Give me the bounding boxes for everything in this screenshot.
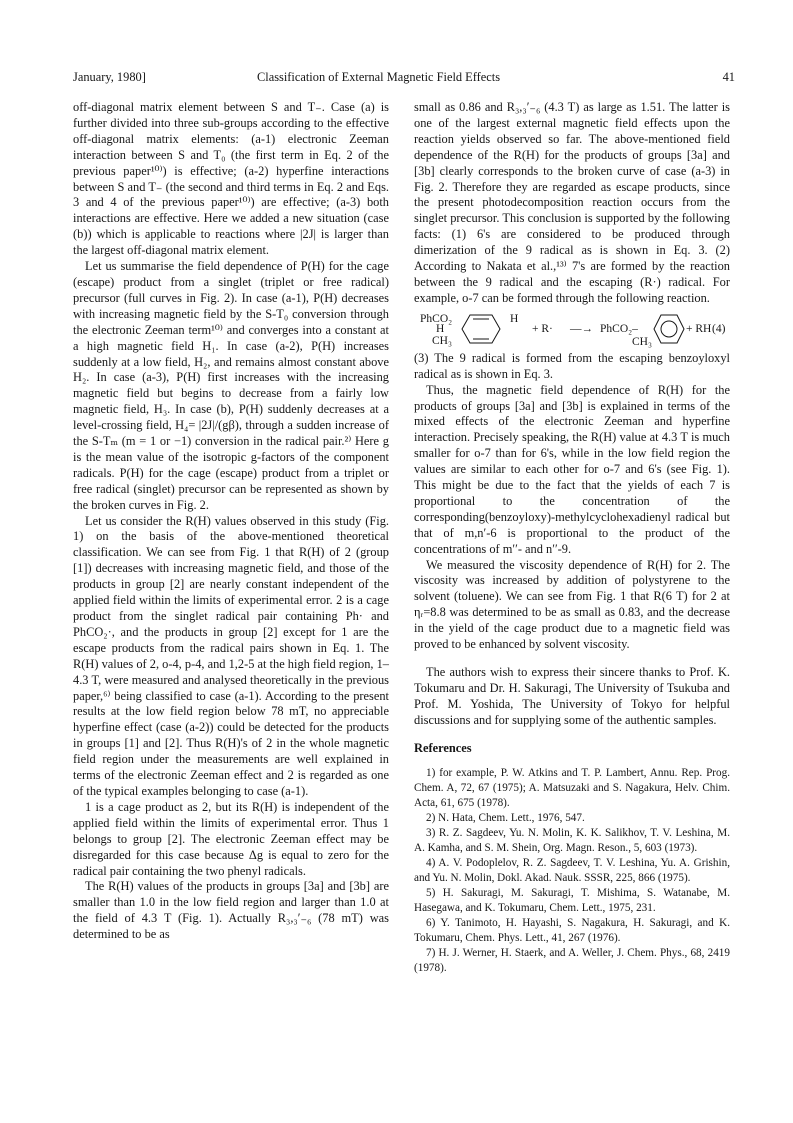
benzene-ring-icon (652, 313, 686, 345)
equation-number: (4) (712, 322, 726, 335)
scheme-reactant-methyl: CH₃ (432, 334, 452, 347)
left-column (73, 100, 389, 943)
page-number: 41 (722, 70, 735, 84)
cyclohexadienyl-ring-icon (458, 311, 508, 347)
paragraph: 1 is a cage product as 2, but its R(H) is independent of the applied field within the limits of experimental error. Thus 1 belongs to group [2]. The electronic Zeeman effect may be disregarded for this case because Δg is equal to zero for the radical pair containing the two phenyl radicals. (73, 799, 389, 878)
paragraph: Thus, the magnetic field dependence of R(H) for the products of groups [3a] and [3b] is explained in terms of the mixed effects of the electronic Zeeman and hyperfine interaction. Precisely speaking, the R(H) value at 4.3 T is much smaller for o-7 than for 6's, while in the low field region the values are similar to each other for o-7 and 6's (see Fig. 1). This might be due to the fact that the yields of each 7 is proportional to the concentration of the corresponding(benzoyloxy)-methylcyclohexadienyl radical but that of m,n′-6 is proportional to the product of the concentrations of m′′- and n′′-9. (414, 382, 730, 556)
reaction-scheme (414, 311, 730, 347)
acknowledgement: The authors wish to express their sincere thanks to Prof. K. Tokumaru and Dr. H. Sakuragi, The University of Tsukuba and Prof. M. Yoshida, The University of Tokyo for helpful discussions and for supplying some of the authentic samples. (414, 665, 730, 727)
header-title: Classification of External Magnetic Field Effects (257, 70, 501, 84)
scheme-reactant-h: H (436, 322, 445, 335)
reference-item: 1) for example, P. W. Atkins and T. P. Lambert, Annu. Rep. Prog. Chem. A, 72, 67 (1975); A. Matsuzaki and S. Nagakura, Helv. Chim. Acta, 61, 675 (1978). (414, 766, 730, 809)
scheme-reactant-substituent: PhCO₂ (420, 312, 453, 325)
reference-item: 2) N. Hata, Chem. Lett., 1976, 547. (426, 811, 585, 824)
header-date: January, 1980] (73, 70, 146, 84)
paragraph: small as 0.86 and R₃,₃′₋₆ (4.3 T) as large as 1.51. The latter is one of the largest external magnetic field effects upon the reaction yields observed so far. The above-mentioned field dependence of the R(H) for the products of groups [3a] and [3b] clearly corresponds to the broken curve of case (a-3) in Fig. 2. Therefore they are regarded as escape products, since the present photodecomposition reaction occurs from the singlet precursor. This conclusion is supported by the following facts: (1) 6's are considered to be produced through dimerization of the 9 radical as is shown in Eq. 3. (2) According to Nakata et al.,¹³⁾ 7's are formed by the reaction between the 9 radical and the escaping (R·) radical. For example, o-7 can be formed through the following reaction. (414, 100, 730, 305)
reference-item: 6) Y. Tanimoto, H. Hayashi, S. Nagakura, H. Sakuragi, and K. Tokumaru, Chem. Phys. Lett., 41, 267 (1976). (414, 916, 730, 944)
paragraph: Let us consider the R(H) values observed in this study (Fig. 1) on the basis of the above-mentioned theoretical classification. We can see from Fig. 1 that R(H) of 2 (group [1]) decreases with increasing magnetic field, and those of the products in group [2] are nearly constant independent of the applied field within the limits of experimental error. 2 is a cage product from the singlet radical pair containing Ph· and PhCO₂·, and the products in group [2] except for 1 are the escape products from the radical pairs shown in Eq. 1. The R(H) values of 2, o-4, p-4, and 1,2-5 at the high field region, 1–4.3 T, were measured and analysed theoretically in the previous paper,⁶⁾ being classified to case (a-1). According to the present results at the low field region below 78 mT, no appreciable hyperfine effect (case (a-2)) could be detected for the products in groups [1] and [2]. Thus R(H)'s of 2 in the whole magnetic field region under the measurements are well explained in terms of the electronic Zeeman effect and 2 is regarded as one of the typical examples belonging to case (a-1). (73, 513, 389, 798)
right-column (414, 100, 730, 976)
scheme-arrow: —→ (570, 322, 593, 335)
scheme-product-methyl: CH₃ (632, 335, 652, 348)
paragraph: off-diagonal matrix element between S and T₋. Case (a) is further divided into three sub-groups according to the effective off-diagonal matrix elements: (a-1) electronic Zeeman interaction between S and T₀ (the first term in Eq. 2 of the previous paper¹⁰⁾) is effective; (a-2) hyperfine interactions between S and T₋ (the second and third terms in Eq. 2 and Eqs. 3 and 4 of the previous paper¹⁰⁾) are effective; (a-3) both interactions are effective. Here we added a new situation (case (b)) which is applicable to reactions where |2J| is larger than the largest off-diagonal matrix element. (73, 100, 389, 258)
page-header (73, 70, 735, 90)
paragraph: We measured the viscosity dependence of R(H) for 2. The viscosity was increased by addition of polystyrene to the solvent (toluene). We can see from Fig. 1 that R(6 T) for 2 at ηᵣ=8.8 was determined to be as small as 0.83, and the decrease in the yield of the cage product due to a magnetic field was proved to be enhanced by solvent viscosity. (414, 557, 730, 652)
scheme-plus-rh: + RH (686, 322, 712, 335)
scheme-plus-radical: + R· (532, 322, 553, 335)
reference-item: 4) A. V. Podoplelov, R. Z. Sagdeev, T. V. Leshina, Yu. A. Grishin, and Yu. N. Molin, Dokl. Akad. Nauk. SSSR, 225, 866 (1975). (414, 856, 730, 884)
paragraph: The R(H) values of the products in groups [3a] and [3b] are smaller than 1.0 in the low field region and larger than 1.0 at the field of 4.3 T (Fig. 1). Actually R₃,₃′₋₆ (78 mT) was determined to be as (73, 879, 389, 942)
paragraph: Let us summarise the field dependence of P(H) for the cage (escape) product from a singlet (triplet or free radical) precursor (full curves in Fig. 2). In case (a-1), P(H) decreases with increasing magnetic field by the S-T₀ conversion through the electronic Zeeman term¹⁰⁾ and converges into a constant at a high magnetic field H₁. In case (a-2), P(H) increases suddenly at a low field, H₂, and remains almost constant above H₂. In case (a-3), P(H) first increases with the increasing magnetic field but begins to decrease from a fairly low magnetic field, H₃. In case (b), P(H) suddenly decreases at a level-crossing field, H₄= |2J|/(gβ), through a sudden increase of the S-Tₘ (m = 1 or −1) conversion in the radical pair.²⁾ Here g is the mean value of the isotropic g-factors of the component radicals. P(H) for the cage (escape) product from a triplet or free radical (singlet) precursor can be represented as shown by the broken curves in Fig. 2. (73, 259, 389, 512)
paragraph: (3) The 9 radical is formed from the escaping benzoyloxyl radical as is shown in Eq. 3. (414, 350, 730, 381)
reference-item: 5) H. Sakuragi, M. Sakuragi, T. Mishima, S. Watanabe, M. Hasegawa, and K. Tokumaru, Chem. Lett., 1975, 231. (414, 886, 730, 914)
scheme-product-substituent: PhCO₂– (600, 322, 638, 335)
scheme-ring-h: H (510, 312, 519, 325)
references-heading: References (414, 740, 472, 755)
reference-item: 7) H. J. Werner, H. Staerk, and A. Weller, J. Chem. Phys., 68, 2419 (1978). (414, 946, 730, 974)
reference-item: 3) R. Z. Sagdeev, Yu. N. Molin, K. K. Salikhov, T. V. Leshina, M. A. Kamha, and S. M. Shein, Org. Magn. Reson., 5, 603 (1973). (414, 826, 730, 854)
